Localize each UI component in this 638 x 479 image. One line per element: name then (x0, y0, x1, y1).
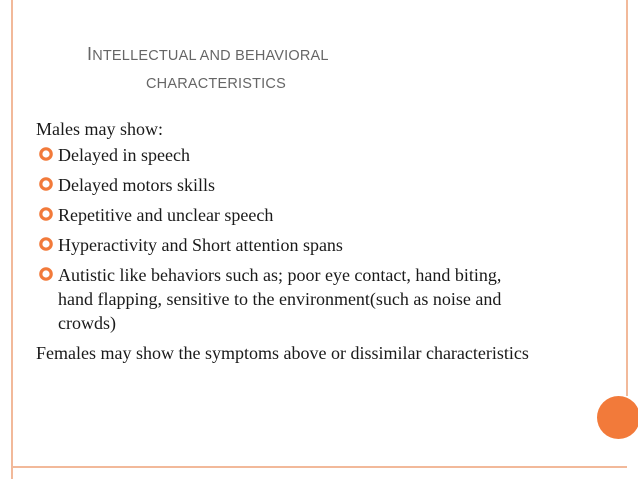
bullet-item (36, 173, 596, 197)
bullet-text: Autistic like behaviors such as; poor eye contact, hand biting, hand flapping, sensitive to the environment(such as noise and crowds) (58, 265, 502, 333)
slide-title (87, 37, 567, 95)
title-line-1-rest: NTELLECTUAL AND BEHAVIORAL (92, 48, 329, 64)
ring-bullet-icon (38, 266, 54, 282)
intro-text: Males may show: (36, 119, 163, 139)
slide-title-line-1 (87, 37, 567, 73)
bullet-text: Delayed in speech (58, 145, 190, 165)
slide-title-line-2: CHARACTERISTICS (146, 76, 286, 92)
bullet-text: Repetitive and unclear speech (58, 205, 274, 225)
bullet-item (36, 233, 596, 257)
frame-left-line (11, 0, 13, 479)
slide-body (36, 117, 596, 365)
ring-bullet-icon (38, 176, 54, 192)
frame-right-line (626, 0, 628, 396)
ring-bullet-icon (38, 146, 54, 162)
bullet-text: Hyperactivity and Short attention spans (58, 235, 343, 255)
closing-text: Females may show the symptoms above or dissimilar characteristics (36, 343, 529, 363)
title-cap-letter: I (87, 44, 93, 64)
bullet-list (36, 143, 596, 335)
ring-bullet-icon (38, 206, 54, 222)
accent-circle-decoration (597, 396, 638, 439)
bullet-item (36, 203, 596, 227)
frame-bottom-line (12, 466, 627, 468)
bullet-text: Delayed motors skills (58, 175, 215, 195)
bullet-item (36, 143, 596, 167)
bullet-item (36, 263, 596, 335)
ring-bullet-icon (38, 236, 54, 252)
